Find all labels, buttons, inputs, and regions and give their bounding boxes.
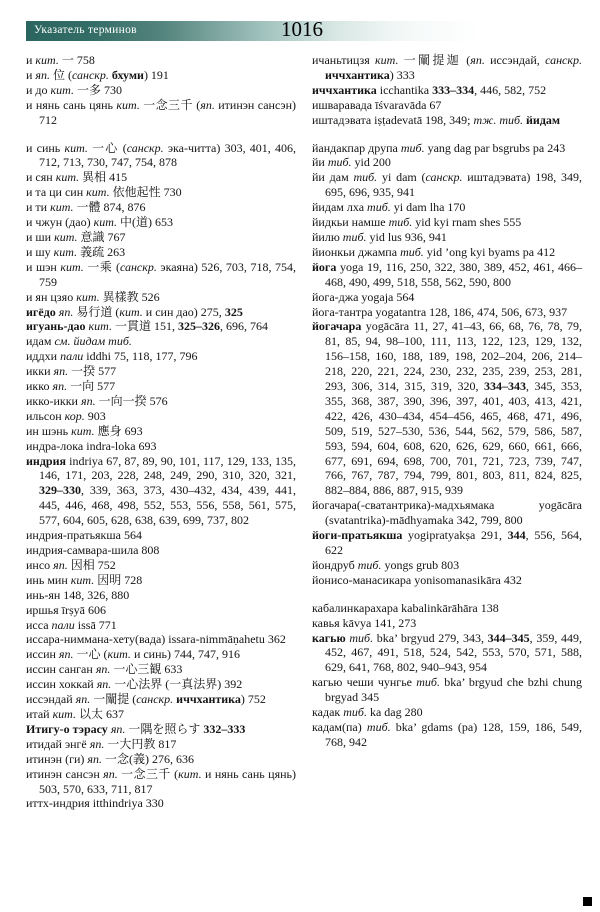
entry-text: 應身 693 — [94, 423, 143, 438]
index-entry — [26, 245, 296, 260]
entry-text: тиб. — [349, 630, 374, 645]
entry-text: ) 752 — [240, 692, 266, 707]
index-entry — [26, 394, 296, 409]
index-entry — [26, 647, 296, 662]
index-entry — [26, 334, 296, 349]
entry-text: йидам лха — [312, 200, 368, 215]
entry-text: кадак — [312, 705, 344, 720]
entry-text: йидкьи намше — [312, 215, 389, 230]
entry-text: 一多 730 — [73, 82, 122, 97]
entry-text: тиб. — [343, 705, 367, 720]
entry-text: инсо — [26, 557, 54, 572]
entry-text: 一心三観 633 — [110, 662, 183, 677]
entry-term: йогачара — [312, 319, 362, 334]
entry-text: яп. — [52, 379, 68, 394]
index-entry — [26, 290, 296, 305]
entry-term: 325–326 — [177, 319, 220, 334]
index-entry — [26, 603, 296, 618]
entry-term: 329–330 — [39, 483, 81, 498]
entry-text: санскр. — [72, 67, 109, 82]
entry-text: bka’ brgyud che bzhi chung brgyad 345 — [325, 675, 582, 705]
entry-term: 333–334 — [432, 82, 475, 97]
entry-text: и до — [26, 82, 51, 97]
entry-term: йидам — [526, 112, 561, 127]
entry-text: yang dag par bsgrubs pa 243 — [424, 140, 566, 155]
entry-text: 位 ( — [50, 67, 72, 82]
entry-text: итинэн сансэн) 712 — [39, 97, 296, 127]
entry-text: кит. — [178, 766, 202, 781]
entry-term: Итигу-о тэрасу — [26, 721, 108, 736]
entry-text: кит. — [35, 53, 59, 67]
index-entry — [26, 454, 296, 529]
index-entry — [312, 141, 582, 156]
index-entry — [26, 618, 296, 633]
entry-text: йандакпар друпа — [312, 140, 401, 155]
entry-text: yogācāra 11, 27, 41–43, 66, 68, 76, 78, 79, 81, 85, 94, 98–100, 111, 113, 122, 123, 129, 132, 156–158, 160, 188, 189, 198, 202–204, 206, 214–218, 220, 221, 224, 230, 232, 235, 239, 253, 281, 293, 306, 314, 315, 319, 320, — [325, 319, 582, 394]
entry-term: 344–345 — [487, 630, 530, 645]
entry-text: кадам(па) — [312, 719, 367, 734]
entry-text: иштадэвата) 198, 349, 695, 696, 935, 941 — [325, 170, 582, 200]
entry-text: яп. — [53, 557, 68, 572]
index-entry — [26, 260, 296, 290]
index-column-right — [312, 53, 582, 811]
entry-text: 一向 577 — [67, 379, 116, 394]
entry-text: icchantika — [376, 82, 433, 97]
index-entry — [26, 68, 296, 83]
entry-text: тиб. — [388, 215, 413, 230]
index-entry — [26, 409, 296, 424]
entry-text: yi dam lha 170 — [390, 200, 466, 215]
entry-text: йи дам — [312, 170, 354, 185]
index-entry — [26, 379, 296, 394]
entry-text: , 556, 564, 622 — [325, 528, 582, 557]
index-column-left — [26, 53, 296, 811]
entry-text: тиб. — [342, 229, 367, 244]
index-entry — [26, 662, 296, 677]
index-entry — [26, 98, 296, 128]
entry-text: 意識 767 — [77, 229, 126, 244]
entry-text: йилю — [312, 229, 343, 244]
index-entry — [26, 767, 296, 797]
entry-text: yid ’ong kyi byams pa 412 — [423, 244, 556, 259]
entry-text: инь мин — [26, 572, 71, 587]
index-entry — [26, 215, 296, 230]
index-entry — [26, 170, 296, 185]
index-entry — [26, 528, 296, 543]
index-entry — [312, 498, 582, 528]
entry-text: 因明 728 — [94, 572, 143, 587]
index-entry — [26, 349, 296, 364]
index-entry — [312, 720, 582, 750]
entry-text: , 345, 353, 355, 368, 387, 390, 396, 397, 401, 403, 413, 421, 422, 426, 430–434, 454–456, 465, 468, 471, 496, 509, 519, 527–530, 536, 544, 562, 579, 586, 587, 593, 594, 604, 608, 620, 626, 629, 660, 661, 666, 677, 691, 694, 698, 700, 701, 721, 723, 739, 747, 766, 767, 787, 794, 799, 801, 803, 811, 824, 825, 882–884, 886, 887, 915, 939 — [325, 379, 582, 498]
entry-text: тиб. — [366, 719, 391, 734]
entry-text: ильсон — [26, 408, 65, 423]
entry-text: яп. — [35, 67, 50, 82]
entry-term: иччхантика — [176, 692, 241, 707]
entry-text: индрия-пратьякша 564 — [26, 528, 142, 543]
entry-text: 一念(義) 276, 636 — [102, 751, 194, 766]
entry-text: йогачара(-сватантрика)-мадхьямака yogācāra (svatantrika)-mādhyamaka 342, 799, 800 — [312, 498, 582, 528]
index-entry — [312, 601, 582, 616]
index-entry — [26, 722, 296, 737]
entry-term: игёдо — [26, 304, 56, 319]
entry-text: тиб. — [327, 155, 352, 170]
entry-text: иссэндай — [26, 692, 76, 707]
entry-text: 一念三千 ( — [117, 766, 179, 781]
entry-text: кит. — [52, 706, 76, 721]
entry-text: йондруб — [312, 557, 358, 572]
entry-text: кит. — [71, 423, 95, 438]
index-entry — [312, 558, 582, 573]
entry-text: yoga 19, 116, 250, 322, 380, 389, 452, 461, 466–468, 490, 499, 518, 558, 562, 590, 800 — [325, 259, 582, 289]
index-entry — [312, 260, 582, 290]
entry-text: яп. — [89, 736, 105, 751]
entry-text: , 696, 764 — [219, 319, 268, 334]
index-entry — [26, 796, 296, 811]
entry-text: и ян цзяо — [26, 289, 77, 304]
index-entry — [312, 573, 582, 588]
entry-text: кит. — [107, 647, 131, 662]
entry-text: 一體 874, 876 — [73, 200, 146, 215]
entry-text: кит. — [70, 572, 95, 587]
index-entry — [312, 290, 582, 305]
entry-text: тиб. — [416, 675, 440, 690]
index-entry — [26, 424, 296, 439]
entry-text: санскр. — [119, 259, 157, 274]
index-entry — [26, 692, 296, 707]
entry-text: 一乘 ( — [83, 259, 120, 274]
index-entry — [312, 675, 582, 705]
index-entry — [312, 319, 582, 498]
entry-text: яп. — [200, 97, 215, 112]
entry-text: йионкьи джампа — [312, 244, 401, 259]
entry-text: тиб. — [357, 557, 382, 572]
index-entry — [312, 155, 582, 170]
entry-text: яп. — [80, 393, 96, 408]
index-entry — [312, 83, 582, 98]
entry-text: кит. — [55, 170, 80, 185]
index-entry — [26, 573, 296, 588]
entry-text: эка-читта) 303, 401, 406, 712, 713, 730, 747, 754, 878 — [39, 140, 296, 170]
entry-text: , 359, 449, 452, 467, 491, 518, 524, 542, 553, 570, 571, 588, 629, 641, 768, 802, 940–943, 954 — [325, 630, 582, 675]
index-entry — [26, 632, 296, 647]
entry-text: яп. — [75, 692, 91, 707]
entry-text: кавья kāvya 141, 273 — [312, 615, 417, 630]
entry-text: кит. — [50, 200, 74, 215]
entry-text: и сян — [26, 170, 56, 185]
entry-text: 一貫道 151, — [111, 319, 178, 334]
entry-text: йи — [312, 155, 328, 170]
entry-term: иччхантика — [325, 67, 390, 82]
entry-text: bka’ brgyud 279, 343, — [373, 630, 488, 645]
entry-text: кит. — [64, 140, 88, 155]
entry-text: 中(道) 653 — [117, 215, 174, 230]
entry-text: 一揆 577 — [68, 364, 117, 379]
entry-text: issā 771 — [74, 617, 117, 632]
entry-text: кит. — [54, 229, 78, 244]
entry-text: иссэндай, — [484, 53, 546, 67]
entry-text: и ти — [26, 200, 51, 215]
entry-text: 903 — [84, 408, 106, 423]
entry-text: и чжун (дао) — [26, 215, 94, 230]
entry-text: и син дао) 275, — [142, 304, 225, 319]
index-entry — [26, 588, 296, 603]
entry-term: 334–343 — [484, 379, 526, 394]
index-entry — [26, 364, 296, 379]
entry-text: кит. — [76, 289, 100, 304]
entry-text: 一隅を照らす — [125, 721, 204, 736]
entry-term: 332–333 — [203, 721, 246, 736]
index-entry — [26, 185, 296, 200]
entry-text: инь-ян 148, 326, 880 — [26, 587, 130, 602]
entry-text: йога-джа yogaja 564 — [312, 289, 415, 304]
entry-text: пали — [60, 349, 84, 364]
index-entry — [312, 616, 582, 631]
index-entry — [312, 245, 582, 260]
entry-text: bka’ gdams (pa) 128, 159, 186, 549, 768, 942 — [325, 719, 582, 749]
entry-text: индра-лока indra-loka 693 — [26, 438, 157, 453]
entry-text: yid 200 — [351, 155, 391, 170]
index-entry — [312, 98, 582, 113]
entry-text: см. йидам тиб. — [54, 334, 132, 349]
index-entry — [312, 200, 582, 215]
entry-text: и — [26, 53, 36, 67]
entry-text: кит. — [93, 215, 118, 230]
entry-text: ин шэнь — [26, 423, 72, 438]
entry-text: и нянь сань цянь — [26, 97, 117, 112]
entry-term: иччхантика — [312, 82, 377, 97]
entry-text: тиб. — [400, 244, 424, 259]
entry-text: yi dam ( — [377, 170, 426, 185]
entry-text: кит. — [53, 244, 78, 259]
entry-text: 一向一揆 576 — [95, 393, 168, 408]
entry-text: кит. — [88, 319, 112, 334]
entry-text: iddhi 75, 118, 177, 796 — [83, 349, 198, 364]
entry-text: яп. — [110, 721, 126, 736]
entry-text: кор. — [64, 408, 85, 423]
entry-text: , 339, 363, 373, 430–432, 434, 439, 441, 445, 446, 468, 498, 552, 553, 556, 558, 561, 575, 577, 604, 605, 628, 638, 639, 699, 737, 802 — [39, 483, 296, 528]
entry-text: тиб. — [367, 200, 391, 215]
entry-text: 一 758 — [58, 53, 95, 67]
entry-text: 一心 ( — [73, 647, 108, 662]
entry-text: санскр. — [425, 170, 463, 185]
entry-term: 325 — [224, 304, 243, 319]
entry-text: яп. — [95, 662, 111, 677]
entry-text: , 446, 582, 752 — [474, 82, 547, 97]
entry-text: кит. — [60, 259, 84, 274]
entry-term: йоги-пратьякша — [312, 528, 403, 543]
entry-text: идам — [26, 334, 55, 349]
entry-text: и ши — [26, 229, 55, 244]
index-entry — [312, 631, 582, 676]
entry-text: яп. — [58, 304, 74, 319]
entry-text: итинэн сансэн — [26, 766, 104, 781]
entry-text: тиб. — [400, 140, 425, 155]
running-header — [26, 17, 578, 41]
entry-text: яп. — [53, 364, 69, 379]
entry-text: кит. — [119, 304, 143, 319]
entry-text: иршья īrṣyā 606 — [26, 602, 106, 617]
index-entry — [26, 230, 296, 245]
entry-term: бхуми — [111, 67, 144, 82]
entry-term: кагью — [312, 630, 346, 645]
entry-text: ) 191 — [143, 67, 169, 82]
entry-text: яп. — [470, 53, 485, 67]
index-entry — [26, 439, 296, 454]
entry-text: и синь) 744, 747, 916 — [130, 647, 240, 662]
print-corner-mark — [583, 897, 592, 906]
entry-text: пали — [51, 617, 75, 632]
entry-text: санскр. — [126, 140, 164, 155]
entry-text: 一念三千 ( — [139, 97, 201, 112]
page-number: 1016 — [281, 17, 323, 41]
entry-text: иссин — [26, 647, 59, 662]
index-entry — [312, 53, 582, 83]
index-entry — [312, 705, 582, 720]
entry-text: 因相 752 — [67, 557, 116, 572]
index-entry — [26, 53, 296, 68]
entry-text: 易行道 ( — [73, 304, 120, 319]
index-entry — [26, 83, 296, 98]
entry-text: и нянь сань цянь) 503, 570, 633, 711, 817 — [39, 766, 296, 796]
entry-text: яп. — [87, 751, 102, 766]
entry-text: yogipratyakṣa 291, — [402, 528, 508, 543]
entry-text: кабалинкарахара kabalinkārāhāra 138 — [312, 600, 499, 615]
entry-text: 異相 415 — [79, 170, 128, 185]
entry-text: 以太 637 — [76, 706, 125, 721]
entry-text: кит. — [50, 82, 74, 97]
index-entry — [26, 543, 296, 558]
entry-text: и та ци син — [26, 185, 87, 200]
index-entry — [312, 528, 582, 558]
entry-text: 一闡提迦 ( — [398, 53, 471, 67]
entry-text: итинэн (ги) — [26, 751, 88, 766]
entry-text: иссин хоккай — [26, 677, 97, 692]
entry-text: йонисо-манасикара yonisomanasikāra 432 — [312, 572, 522, 587]
entry-text: яп. — [103, 766, 118, 781]
entry-text: итай — [26, 706, 53, 721]
entry-text: 一心 ( — [87, 140, 127, 155]
entry-text: кит. — [375, 53, 399, 67]
entry-text: иштадэвата iṣṭadevatā 198, 349; — [312, 112, 474, 127]
entry-term: 344 — [507, 528, 526, 543]
entry-text: yongs grub 803 — [381, 557, 460, 572]
entry-text: и шэн — [26, 259, 61, 274]
index-entry — [26, 305, 296, 320]
entry-text: 依他起性 730 — [109, 185, 182, 200]
index-entry — [26, 737, 296, 752]
entry-text: yid kyi rnam shes 555 — [412, 215, 522, 230]
index-entry — [312, 305, 582, 320]
running-header-title: Указатель терминов — [34, 24, 137, 36]
index-columns — [0, 45, 600, 811]
entry-text: кит. — [86, 185, 110, 200]
entry-text: икко-икки — [26, 393, 81, 408]
entry-text: исса — [26, 617, 52, 632]
entry-text: санскр. — [545, 53, 582, 67]
index-entry — [312, 113, 582, 128]
index-entry — [26, 677, 296, 692]
entry-text: 一大円教 817 — [104, 736, 177, 751]
entry-text: тиб. — [353, 170, 378, 185]
entry-text: ишваравада īśvaravāda 67 — [312, 97, 442, 112]
entry-text: яп. — [58, 647, 74, 662]
entry-text: иддхи — [26, 349, 61, 364]
entry-text: тж. тиб. — [473, 112, 524, 127]
entry-text: 一闡提 ( — [90, 692, 137, 707]
entry-text: yid lus 936, 941 — [366, 229, 447, 244]
entry-text: 一心法界 (一真法界) 392 — [111, 677, 243, 692]
entry-text: икко — [26, 379, 53, 394]
entry-text: йога-тантра yogatantra 128, 186, 474, 506, 673, 937 — [312, 304, 568, 319]
entry-text: 義疏 263 — [77, 244, 126, 259]
entry-text: экаяна) 526, 703, 718, 754, 759 — [39, 259, 296, 289]
entry-text: кагью чеши чунгье — [312, 675, 417, 690]
entry-text: 異樣教 526 — [99, 289, 160, 304]
entry-text: итидай энгё — [26, 736, 90, 751]
index-entry — [312, 170, 582, 200]
index-entry — [26, 319, 296, 334]
index-entry — [26, 707, 296, 722]
entry-text: indriya 67, 87, 89, 90, 101, 117, 129, 133, 135, 146, 171, 203, 228, 248, 249, 290, 310, 320, 321, — [39, 453, 296, 483]
entry-text: и шу — [26, 244, 54, 259]
index-entry — [26, 200, 296, 215]
entry-text: иссара-ниммана-хету(вада) issara-nimmāṇahetu 362 — [26, 632, 286, 647]
index-entry — [26, 558, 296, 573]
entry-text: ka dag 280 — [366, 705, 423, 720]
entry-text: ) 333 — [389, 67, 415, 82]
index-entry — [312, 215, 582, 230]
index-entry — [312, 230, 582, 245]
entry-text: санскр. — [136, 692, 174, 707]
entry-text: кит. — [116, 97, 140, 112]
entry-text: и синь — [26, 140, 65, 155]
index-entry — [26, 141, 296, 171]
index-entry — [26, 752, 296, 767]
entry-text: ичаньтицзя — [312, 53, 376, 67]
entry-text: иттх-индрия itthindriya 330 — [26, 796, 164, 811]
entry-text: икки — [26, 364, 54, 379]
entry-text: иссин санган — [26, 662, 96, 677]
entry-text: яп. — [96, 677, 112, 692]
entry-term: игуань-дао — [26, 319, 86, 334]
entry-term: индрия — [26, 453, 66, 468]
entry-term: йога — [312, 259, 337, 274]
entry-text: индрия-самвара-шила 808 — [26, 543, 160, 557]
entry-text: и — [26, 67, 36, 82]
